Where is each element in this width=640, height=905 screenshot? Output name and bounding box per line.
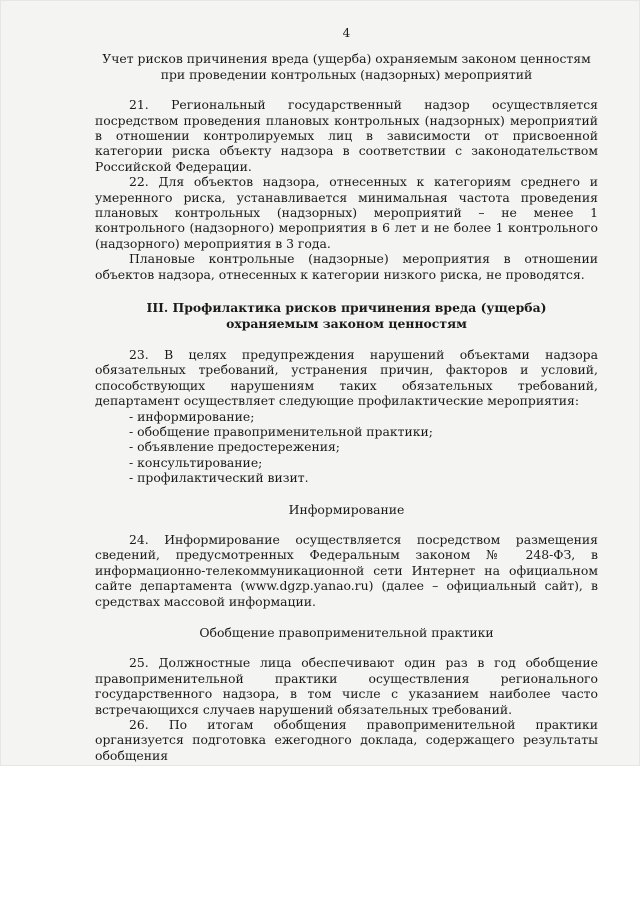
- paragraph-26: 26. По итогам обобщения правоприменительной практики организуется подготовка ежегодного доклада, содержащего результаты обобщения: [95, 717, 598, 763]
- page-number: 4: [342, 26, 351, 40]
- section-title-line: охраняемым законом ценностям: [226, 315, 467, 331]
- section-title-line: III. Профилактика рисков причинения вреда (ущерба): [146, 300, 547, 316]
- list-item: - консультирование;: [129, 454, 263, 470]
- paragraph-23: 23. В целях предупреждения нарушений объектами надзора обязательных требований, устранения причин, факторов и условий, способствующих нарушениям таких обязательных требований, департамент осуществляет следующие профилактические мероприятия:: [95, 346, 598, 409]
- paragraph-25: 25. Должностные лица обеспечивают один раз в год обобщение правоприменительной практики осуществления регионального государственного надзора, в том числе с указанием наиболее часто встречающихся случаев нарушений обязательных требований.: [95, 655, 598, 717]
- paragraph-21: 21. Региональный государственный надзор осуществляется посредством проведения плановых контрольных (надзорных) мероприятий в отношении контролируемых лиц в зависимости от присвоенной категории риска объекту надзора в соответствии с законодательством Российской Федерации.: [95, 97, 598, 174]
- paragraph-24: 24. Информирование осуществляется посредством размещения сведений, предусмотренных Федеральным законом № 248-ФЗ, в информационно-телекоммуникационной сети Интернет на официальном сайте департамента (www.dgzp.yanao.ru) (далее – официальный сайт), в средствах массовой информации.: [95, 531, 598, 609]
- subheading-informing: Информирование: [288, 501, 405, 517]
- list-item: - профилактический визит.: [129, 470, 309, 486]
- paragraph-22: 22. Для объектов надзора, отнесенных к категориям среднего и умеренного риска, устанавливается минимальная частота проведения плановых контрольных (надзорных) мероприятий – не менее 1 контрольного (надзорного) мероприятия в 6 лет и не более 1 контрольного (надзорного) мероприятия в 3 года.: [95, 174, 598, 251]
- chapter-title-line: при проведении контрольных (надзорных) мероприятий: [160, 66, 533, 82]
- paragraph-low-risk: Плановые контрольные (надзорные) мероприятия в отношении объектов надзора, отнесенных к категории низкого риска, не проводятся.: [95, 251, 598, 282]
- page-content: [95, 26, 598, 763]
- section-3-title: [95, 300, 598, 331]
- chapter-title: [95, 51, 598, 82]
- subheading-practice: Обобщение правоприменительной практики: [199, 625, 494, 640]
- list-item: - объявление предостережения;: [129, 439, 340, 455]
- measures-list: [95, 409, 598, 486]
- list-item: - обобщение правоприменительной практики;: [129, 423, 433, 439]
- chapter-title-line: Учет рисков причинения вреда (ущерба) охраняемым законом ценностям: [102, 51, 591, 67]
- list-item: - информирование;: [129, 408, 255, 424]
